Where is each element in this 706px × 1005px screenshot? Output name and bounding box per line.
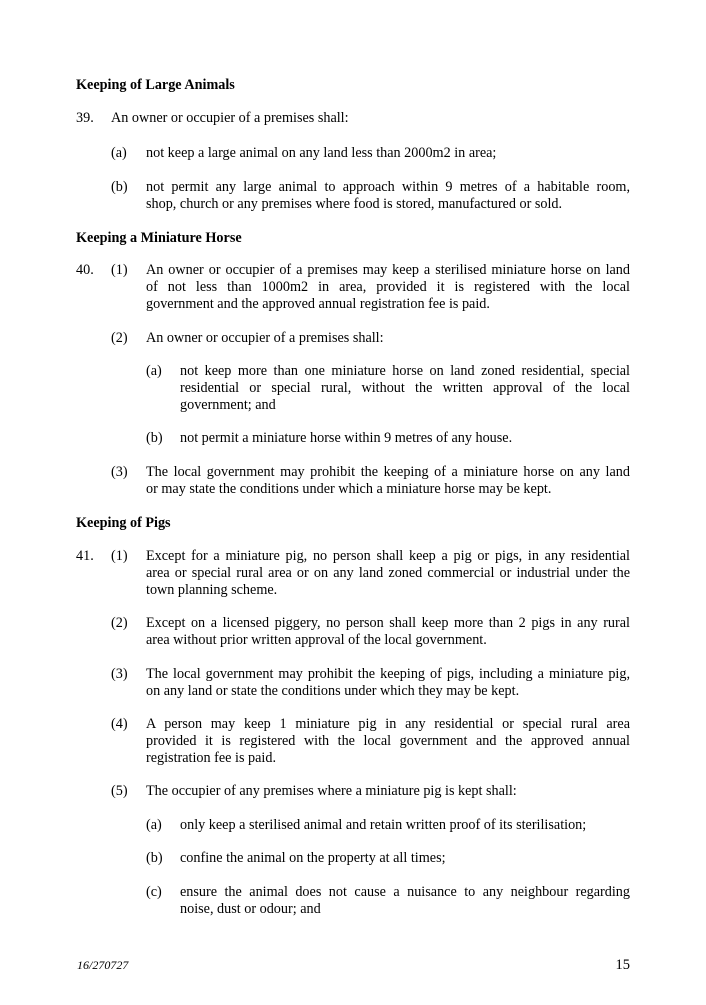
clause-41-2-text: Except on a licensed piggery, no person shall keep more than 2 pigs in any rural area without prior written approval of the local government. [146, 615, 630, 648]
item-label: (a) [146, 363, 162, 379]
clause-40-2-text: An owner or occupier of a premises shall: [146, 330, 384, 346]
clause-41-4-text: A person may keep 1 miniature pig in any residential or special rural area provided it is registered with the local government and the approved annual registration fee is paid. [146, 716, 630, 766]
clause-number-40: 40. [76, 262, 94, 278]
clause-40-2-a-text: not keep more than one miniature horse on land zoned residential, special residential or special rural, without the written approval of the local government; and [180, 363, 630, 413]
page-number: 15 [615, 957, 630, 973]
clause-41-3-text: The local government may prohibit the keeping of pigs, including a miniature pig, on any land or state the conditions under which they may be kept. [146, 666, 630, 699]
subclause-label: (3) [111, 464, 128, 480]
subclause-label: (2) [111, 615, 128, 631]
subclause-label: (2) [111, 330, 128, 346]
clause-39-b-text: not permit any large animal to approach within 9 metres of a habitable room, shop, church or any premises where food is stored, manufactured or sold. [146, 179, 630, 212]
clause-41-5-b-text: confine the animal on the property at all times; [180, 850, 446, 866]
section-heading-miniature-horse: Keeping a Miniature Horse [76, 230, 242, 246]
item-label: (b) [146, 850, 163, 866]
clause-39-a-text: not keep a large animal on any land less than 2000m2 in area; [146, 145, 497, 161]
section-heading-large-animals: Keeping of Large Animals [76, 77, 235, 93]
clause-41-5-text: The occupier of any premises where a miniature pig is kept shall: [146, 783, 517, 799]
item-label: (b) [146, 430, 163, 446]
clause-40-2-b-text: not permit a miniature horse within 9 metres of any house. [180, 430, 513, 446]
clause-40-3-text: The local government may prohibit the keeping of a miniature horse on any land or may state the conditions under which a miniature horse may be kept. [146, 464, 630, 497]
clause-41-1-text: Except for a miniature pig, no person shall keep a pig or pigs, in any residential area or special rural area or on any land zoned commercial or industrial under the town planning scheme. [146, 548, 630, 598]
item-label: (a) [146, 817, 162, 833]
subclause-label: (3) [111, 666, 128, 682]
clause-40-1-text: An owner or occupier of a premises may keep a sterilised miniature horse on land of not less than 1000m2 in area, provided it is registered with the local government and the approved annual registration fee is paid. [146, 262, 630, 312]
item-label: (a) [111, 145, 127, 161]
subclause-label: (4) [111, 716, 128, 732]
clause-number-39: 39. [76, 110, 94, 126]
clause-41-5-a-text: only keep a sterilised animal and retain written proof of its sterilisation; [180, 817, 587, 833]
subclause-label: (1) [111, 262, 128, 278]
section-heading-pigs: Keeping of Pigs [76, 515, 171, 531]
document-reference: 16/270727 [77, 958, 129, 972]
item-label: (b) [111, 179, 128, 195]
item-label: (c) [146, 884, 162, 900]
clause-39-intro: An owner or occupier of a premises shall: [111, 110, 349, 126]
subclause-label: (1) [111, 548, 128, 564]
clause-number-41: 41. [76, 548, 94, 564]
subclause-label: (5) [111, 783, 128, 799]
clause-41-5-c-text: ensure the animal does not cause a nuisance to any neighbour regarding noise, dust or odour; and [180, 884, 630, 917]
